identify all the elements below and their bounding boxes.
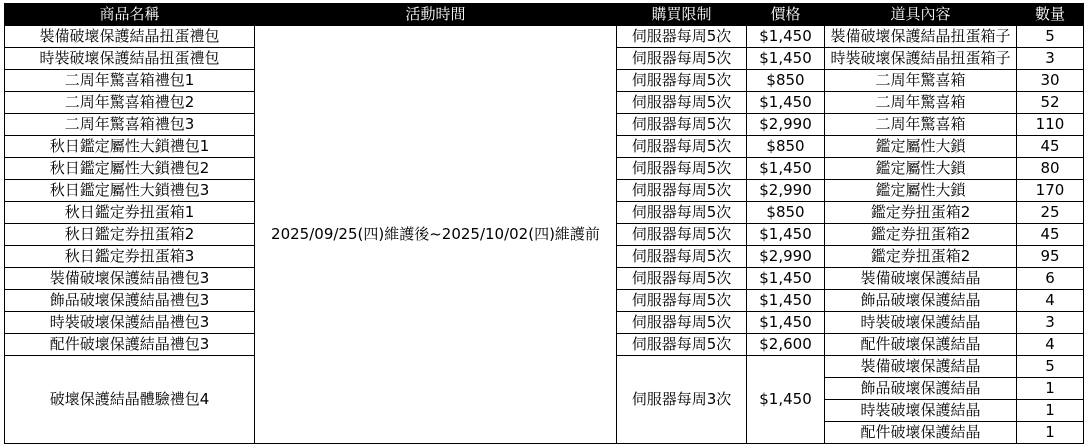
cell-quantity: 170	[1017, 180, 1084, 202]
cell-quantity: 6	[1017, 268, 1084, 290]
cell-purchase-limit: 伺服器每周3次	[617, 356, 747, 444]
cell-quantity: 80	[1017, 158, 1084, 180]
cell-product-name: 破壞保護結晶體驗禮包4	[5, 356, 255, 444]
cell-item-content: 配件破壞保護結晶	[825, 334, 1017, 356]
table-row	[5, 26, 1084, 48]
cell-purchase-limit: 伺服器每周5次	[617, 180, 747, 202]
cell-product-name: 配件破壞保護結晶禮包3	[5, 334, 255, 356]
cell-price: $1,450	[747, 290, 825, 312]
cell-product-name: 秋日鑑定券扭蛋箱3	[5, 246, 255, 268]
cell-purchase-limit: 伺服器每周5次	[617, 48, 747, 70]
header-item-content: 道具內容	[825, 4, 1017, 26]
cell-quantity: 5	[1017, 356, 1084, 378]
cell-item-content: 鑑定券扭蛋箱2	[825, 224, 1017, 246]
header-purchase-limit: 購買限制	[617, 4, 747, 26]
cell-quantity: 45	[1017, 136, 1084, 158]
cell-item-content: 鑑定屬性大鎖	[825, 180, 1017, 202]
cell-item-content: 鑑定券扭蛋箱2	[825, 246, 1017, 268]
header-product-name: 商品名稱	[5, 4, 255, 26]
cell-quantity: 5	[1017, 26, 1084, 48]
cell-product-name: 秋日鑑定券扭蛋箱2	[5, 224, 255, 246]
cell-quantity: 110	[1017, 114, 1084, 136]
cell-price: $1,450	[747, 158, 825, 180]
cell-item-content: 時裝破壞保護結晶扭蛋箱子	[825, 48, 1017, 70]
cell-item-content: 二周年驚喜箱	[825, 114, 1017, 136]
cell-product-name: 裝備破壞保護結晶扭蛋禮包	[5, 26, 255, 48]
header-event-time: 活動時間	[255, 4, 617, 26]
cell-product-name: 二周年驚喜箱禮包1	[5, 70, 255, 92]
cell-item-content: 裝備破壞保護結晶扭蛋箱子	[825, 26, 1017, 48]
cell-product-name: 時裝破壞保護結晶禮包3	[5, 312, 255, 334]
cell-product-name: 秋日鑑定屬性大鎖禮包3	[5, 180, 255, 202]
table-header-row	[5, 4, 1084, 26]
cell-price: $2,990	[747, 246, 825, 268]
cell-price: $850	[747, 70, 825, 92]
cell-quantity: 1	[1017, 422, 1084, 444]
cell-quantity: 3	[1017, 48, 1084, 70]
cell-price: $2,990	[747, 114, 825, 136]
header-price: 價格	[747, 4, 825, 26]
cell-product-name: 秋日鑑定券扭蛋箱1	[5, 202, 255, 224]
cell-purchase-limit: 伺服器每周5次	[617, 246, 747, 268]
cell-quantity: 4	[1017, 334, 1084, 356]
cell-price: $1,450	[747, 356, 825, 444]
cell-product-name: 飾品破壞保護結晶禮包3	[5, 290, 255, 312]
cell-product-name: 二周年驚喜箱禮包3	[5, 114, 255, 136]
cell-purchase-limit: 伺服器每周5次	[617, 334, 747, 356]
cell-item-content: 鑑定券扭蛋箱2	[825, 202, 1017, 224]
cell-product-name: 時裝破壞保護結晶扭蛋禮包	[5, 48, 255, 70]
cell-purchase-limit: 伺服器每周5次	[617, 268, 747, 290]
cell-quantity: 45	[1017, 224, 1084, 246]
cell-quantity: 30	[1017, 70, 1084, 92]
table-body	[5, 26, 1084, 444]
cell-quantity: 52	[1017, 92, 1084, 114]
cell-price: $1,450	[747, 92, 825, 114]
cell-item-content: 鑑定屬性大鎖	[825, 158, 1017, 180]
cell-purchase-limit: 伺服器每周5次	[617, 26, 747, 48]
cell-event-time: 2025/09/25(四)維護後~2025/10/02(四)維護前	[255, 26, 617, 444]
cell-product-name: 秋日鑑定屬性大鎖禮包1	[5, 136, 255, 158]
cell-price: $1,450	[747, 224, 825, 246]
cell-item-content: 飾品破壞保護結晶	[825, 290, 1017, 312]
cell-item-content: 裝備破壞保護結晶	[825, 268, 1017, 290]
cell-quantity: 1	[1017, 378, 1084, 400]
header-quantity: 數量	[1017, 4, 1084, 26]
cell-product-name: 秋日鑑定屬性大鎖禮包2	[5, 158, 255, 180]
cell-purchase-limit: 伺服器每周5次	[617, 202, 747, 224]
spreadsheet-sheet	[0, 3, 1087, 441]
cell-product-name: 裝備破壞保護結晶禮包3	[5, 268, 255, 290]
cell-product-name: 二周年驚喜箱禮包2	[5, 92, 255, 114]
cell-purchase-limit: 伺服器每周5次	[617, 114, 747, 136]
cell-purchase-limit: 伺服器每周5次	[617, 224, 747, 246]
cell-item-content: 飾品破壞保護結晶	[825, 378, 1017, 400]
cell-item-content: 鑑定屬性大鎖	[825, 136, 1017, 158]
cell-quantity: 3	[1017, 312, 1084, 334]
cell-purchase-limit: 伺服器每周5次	[617, 92, 747, 114]
product-table	[4, 3, 1084, 444]
cell-item-content: 配件破壞保護結晶	[825, 422, 1017, 444]
cell-purchase-limit: 伺服器每周5次	[617, 312, 747, 334]
cell-item-content: 二周年驚喜箱	[825, 70, 1017, 92]
cell-price: $2,600	[747, 334, 825, 356]
cell-item-content: 二周年驚喜箱	[825, 92, 1017, 114]
cell-price: $2,990	[747, 180, 825, 202]
cell-price: $850	[747, 136, 825, 158]
cell-purchase-limit: 伺服器每周5次	[617, 158, 747, 180]
cell-price: $1,450	[747, 312, 825, 334]
cell-price: $1,450	[747, 268, 825, 290]
cell-item-content: 裝備破壞保護結晶	[825, 356, 1017, 378]
cell-quantity: 1	[1017, 400, 1084, 422]
cell-item-content: 時裝破壞保護結晶	[825, 312, 1017, 334]
cell-purchase-limit: 伺服器每周5次	[617, 70, 747, 92]
cell-price: $850	[747, 202, 825, 224]
cell-quantity: 25	[1017, 202, 1084, 224]
cell-price: $1,450	[747, 48, 825, 70]
cell-quantity: 95	[1017, 246, 1084, 268]
cell-quantity: 4	[1017, 290, 1084, 312]
cell-price: $1,450	[747, 26, 825, 48]
cell-purchase-limit: 伺服器每周5次	[617, 290, 747, 312]
cell-item-content: 時裝破壞保護結晶	[825, 400, 1017, 422]
cell-purchase-limit: 伺服器每周5次	[617, 136, 747, 158]
